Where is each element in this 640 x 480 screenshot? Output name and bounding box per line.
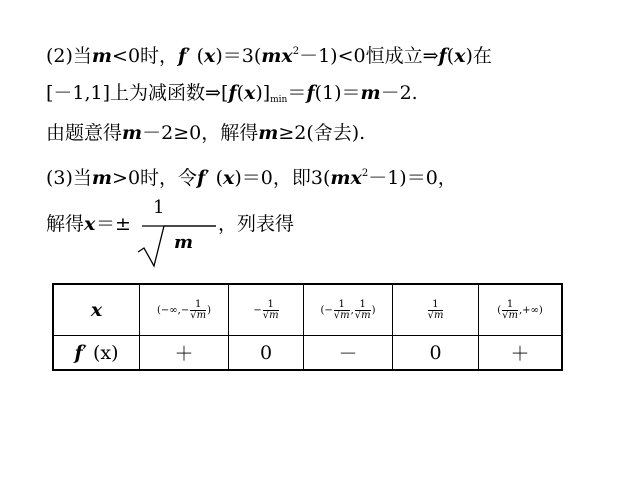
sign-value: ＋ [174,343,194,365]
fraction-numerator: 1 [194,298,202,310]
fraction [428,300,444,321]
text: (2)当 [46,45,92,67]
prime: ′ [186,45,191,67]
sign-value: － [338,343,358,365]
prime: ′ [82,341,87,364]
text: －2≥0，解得 [142,122,259,144]
text: <0时， [112,45,179,67]
text: )在 [465,45,492,67]
fraction-denominator: √m [190,309,207,321]
var-x: x [454,45,466,67]
var-x: x [223,167,235,189]
text: ≥2(舍去). [278,122,366,144]
var-m: m [360,82,381,104]
text-line-2 [46,81,418,112]
var-m: m [361,309,371,321]
fraction-numerator: 1 [359,298,366,310]
var-mx: mx [261,45,293,67]
text: )＝0，即3( [234,167,331,189]
fraction-denominator: √m [354,309,371,321]
table-cell [229,284,304,336]
table-cell [229,336,304,371]
table-cell [304,284,393,336]
text: ,+∞) [518,304,543,316]
text: , [350,304,354,316]
sign-value: ＋ [510,343,530,365]
text: ( [446,45,455,67]
text: ) [207,304,211,316]
fraction-denominator: √m [427,309,444,321]
sign-value: 0 [429,341,442,364]
text: ( [196,45,205,67]
table-row [53,336,562,371]
fraction-denominator: √m [502,309,518,321]
var-f: f [228,82,237,104]
table-cell [53,336,140,371]
fraction [263,300,279,321]
fraction-numerator: 1 [338,298,345,310]
text: ) [371,304,376,316]
var-x: x [204,45,216,67]
exponent: 2 [361,168,369,179]
table-cell [479,336,563,371]
fraction-numerator: 1 [153,197,165,218]
fraction [355,300,371,321]
text: 由题意得 [46,122,123,144]
text: (x) [93,341,119,364]
var-f: f [306,82,315,104]
sign-value: 0 [259,341,273,364]
fraction [502,300,518,321]
text: 解得 [46,213,85,235]
var-m: m [340,309,350,321]
var-f: f [197,167,206,189]
var-mx: mx [330,167,362,189]
text: ＝± [96,213,131,235]
text: (3)当 [46,167,92,189]
text: − [253,304,262,316]
text: )＝3( [215,45,262,67]
var-m: m [91,167,113,189]
exponent: 2 [292,46,300,57]
text: ( [236,82,244,104]
table-cell [393,284,479,336]
table-row [53,284,562,336]
header-x: x [90,299,103,321]
var-m: m [269,309,279,321]
text: )] [255,82,271,104]
text: >0时，令 [112,167,198,189]
text: ＝ [287,82,307,104]
var-m: m [433,309,444,321]
fraction-numerator: 1 [432,298,439,310]
var-f: f [438,45,447,67]
text: ( [497,304,502,316]
fraction [190,300,206,321]
text: ( [215,167,224,189]
table-cell [53,284,140,336]
var-f: f [178,45,187,67]
var-x: x [84,213,96,235]
prime: ′ [205,167,210,189]
var-x: x [243,82,256,104]
fraction-denominator: m [174,232,194,253]
text-line-1 [46,40,492,68]
var-f: f [74,341,83,364]
text: －1)＝0， [368,167,457,189]
table-cell [479,284,563,336]
var-m: m [258,122,279,144]
text-line-3 [46,121,365,145]
fraction-numerator: 1 [267,298,274,310]
table-cell [304,336,393,371]
fraction-denominator: √m [333,309,350,321]
text: ，列表得 [218,213,295,235]
table-cell [393,336,479,371]
text: (1)＝ [314,82,361,104]
text: －2. [380,82,418,104]
text: －1)<0恒成立⇒ [299,45,439,67]
text: (−∞,− [157,304,190,316]
text-line-4 [46,162,457,190]
text: (− [320,304,333,316]
fraction-denominator: √m [262,309,279,321]
table-cell [140,336,229,371]
var-m: m [508,309,518,321]
sign-table [52,283,563,371]
var-m: m [91,45,113,67]
table-cell [140,284,229,336]
var-m: m [196,309,207,321]
fraction [334,300,350,321]
fraction-numerator: 1 [506,298,514,310]
text: [－1,1]上为减函数⇒[ [46,82,229,104]
subscript-min: min [270,95,288,105]
var-m: m [122,122,143,144]
